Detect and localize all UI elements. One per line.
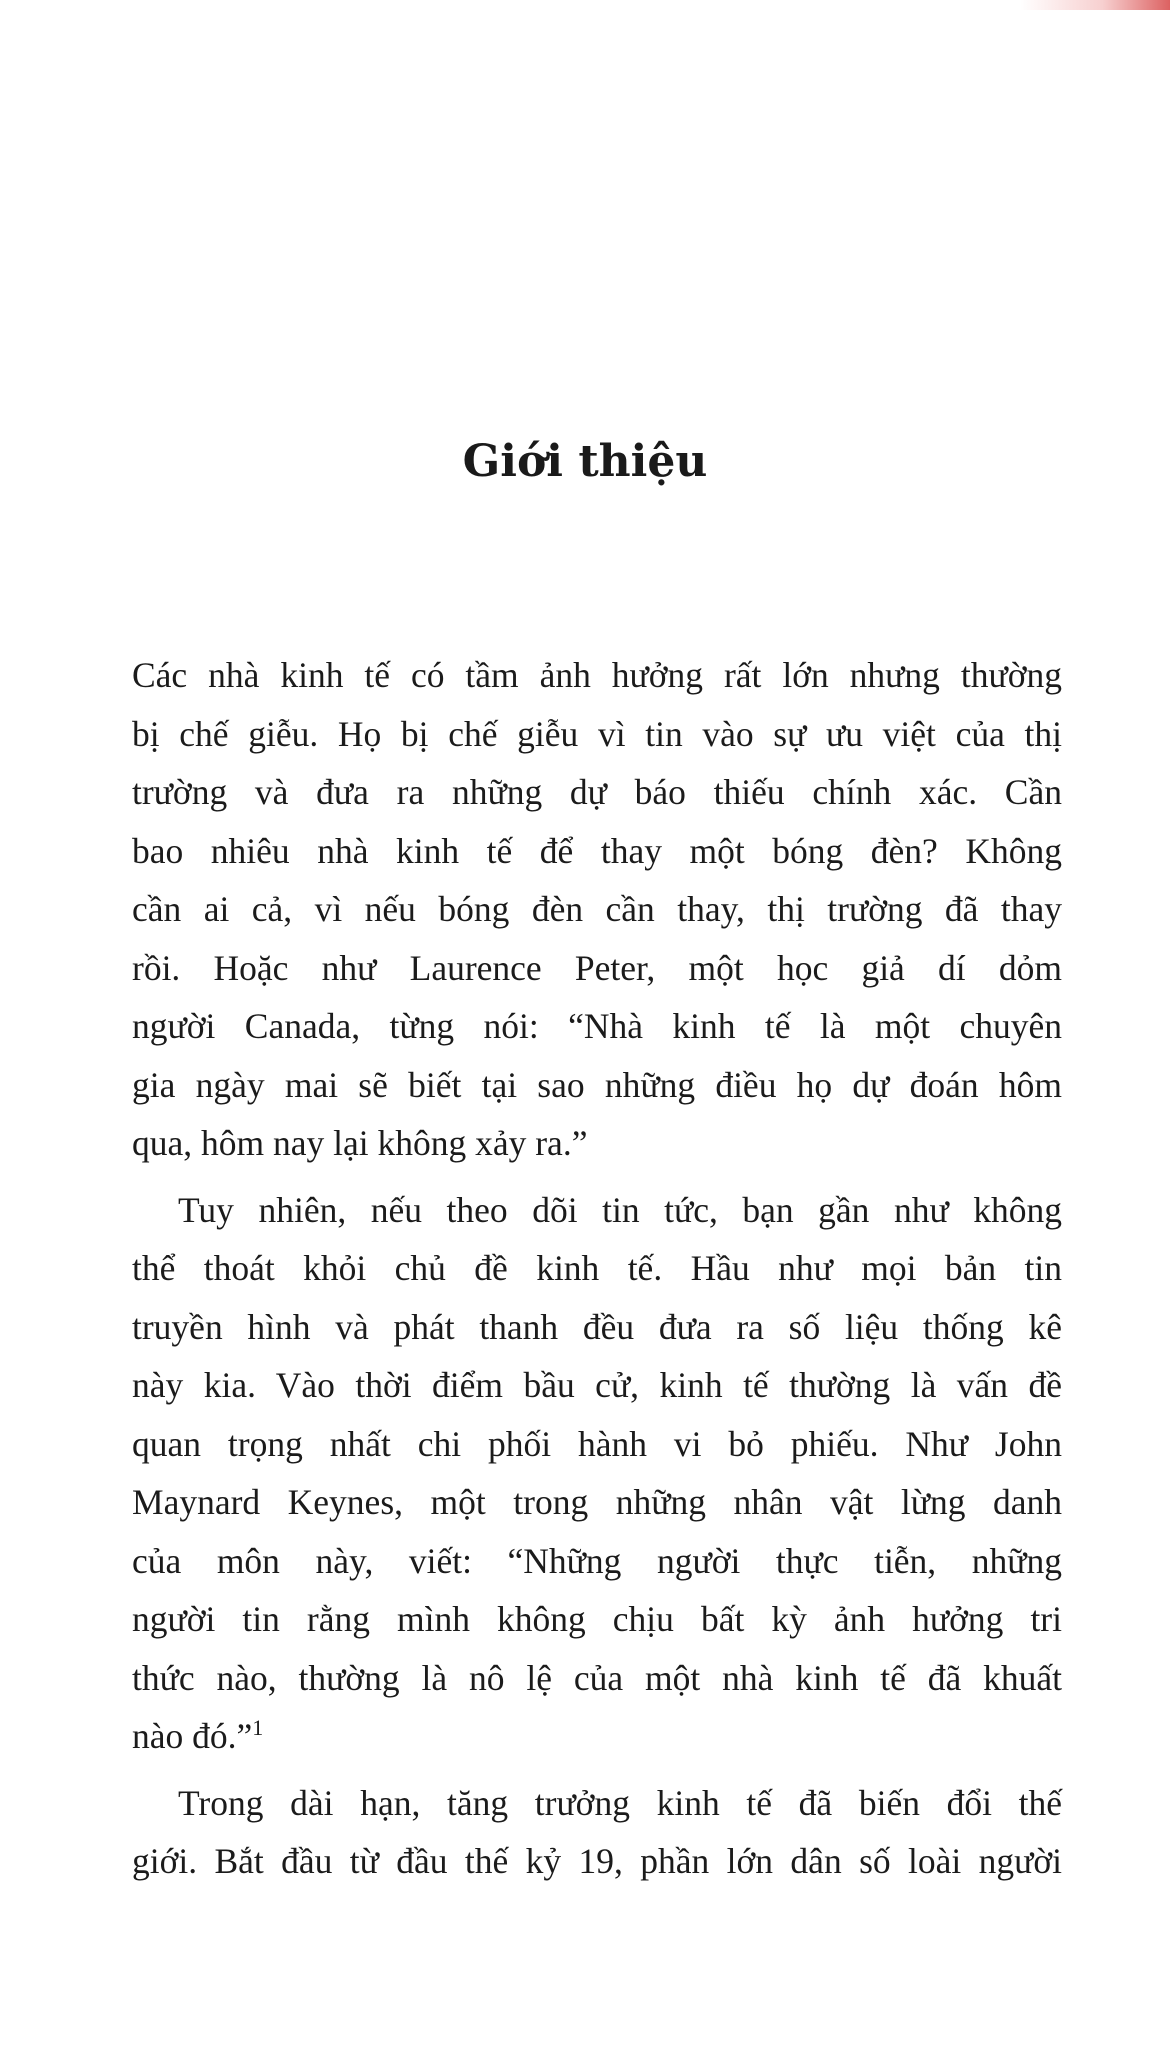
text-line: Trong dài hạn, tăng trưởng kinh tế đã biến đổi thế	[178, 1782, 1062, 1823]
text-line: giới. Bắt đầu từ đầu thế kỷ 19, phần lớn dân số loài người	[132, 1841, 1062, 1881]
text-line: Các nhà kinh tế có tầm ảnh hưởng rất lớn nhưng thường	[132, 655, 1062, 695]
chapter-title: Giới thiệu	[462, 436, 708, 487]
text-line: bị chế giễu. Họ bị chế giễu vì tin vào sự ưu việt của thị	[132, 713, 1062, 754]
text-line: truyền hình và phát thanh đều đưa ra số liệu thống kê	[132, 1306, 1062, 1347]
text-line: thức nào, thường là nô lệ của một nhà kinh tế đã khuất	[132, 1657, 1062, 1698]
paragraph-2	[132, 1181, 1062, 1766]
text-line: qua, hôm nay lại không xảy ra.”	[132, 1123, 588, 1163]
footnote-reference[interactable]: 1	[252, 1715, 264, 1741]
text-line: của môn này, viết: “Những người thực tiễn, những	[132, 1540, 1062, 1581]
paragraph-1	[132, 646, 1062, 1173]
text-line: trường và đưa ra những dự báo thiếu chính xác. Cần	[132, 772, 1062, 812]
text-line: người Canada, từng nói: “Nhà kinh tế là một chuyên	[132, 1006, 1062, 1046]
body-text	[132, 646, 1062, 1899]
text-line: này kia. Vào thời điểm bầu cử, kinh tế thường là vấn đề	[132, 1365, 1062, 1405]
text-line: cần ai cả, vì nếu bóng đèn cần thay, thị trường đã thay	[132, 889, 1062, 929]
text-line: quan trọng nhất chi phối hành vi bỏ phiếu. Như John	[132, 1423, 1062, 1464]
text-line: bao nhiêu nhà kinh tế để thay một bóng đèn? Không	[132, 830, 1062, 871]
text-line: Tuy nhiên, nếu theo dõi tin tức, bạn gần như không	[178, 1189, 1062, 1230]
text-line: gia ngày mai sẽ biết tại sao những điều họ dự đoán hôm	[132, 1064, 1062, 1105]
text-line: người tin rằng mình không chịu bất kỳ ảnh hưởng tri	[132, 1599, 1062, 1639]
text-line	[132, 1707, 1062, 1766]
text-line: thể thoát khỏi chủ đề kinh tế. Hầu như mọi bản tin	[132, 1248, 1062, 1288]
text-line-content: nào đó.”	[132, 1716, 253, 1756]
text-line: rồi. Hoặc như Laurence Peter, một học giả dí dỏm	[132, 947, 1062, 988]
page-edge-mark	[1020, 0, 1170, 10]
text-line: Maynard Keynes, một trong những nhân vật lừng danh	[132, 1482, 1062, 1522]
paragraph-3	[132, 1774, 1062, 1891]
